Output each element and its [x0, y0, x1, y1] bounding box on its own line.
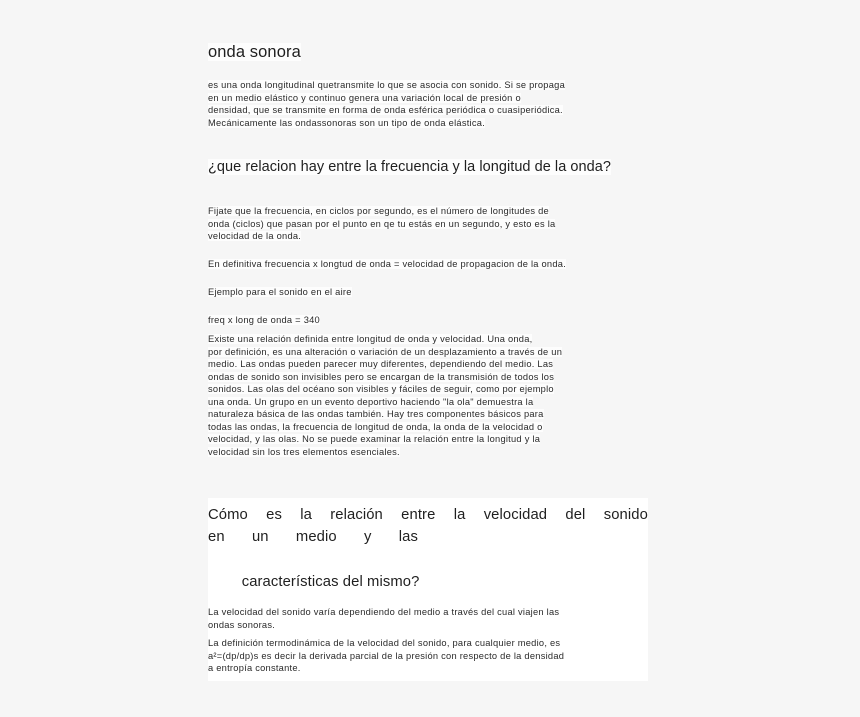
heading-word: un: [251, 529, 269, 546]
text-line: en un medio elástico y continuo genera una variación local de presión o: [208, 92, 521, 103]
paragraph-ejemplo: [208, 286, 648, 299]
heading-word: en: [208, 529, 225, 546]
paragraph-termodinamica: [208, 632, 648, 681]
paragraph-fijate: [208, 205, 648, 243]
text-line: ondas sonoras.: [208, 619, 276, 630]
text-line: naturaleza básica de las ondas también. Hay tres componentes básicos para: [208, 409, 544, 420]
text-line: densidad, que se transmite en forma de onda esférica periódica o cuasiperiódica.: [208, 105, 563, 116]
text-line: medio. Las ondas pueden parecer muy diferentes, dependiendo del medio. Las: [208, 359, 554, 370]
heading-word: la: [453, 507, 466, 523]
page-title: [208, 42, 648, 63]
heading-word: la: [300, 507, 312, 523]
text-line-wrap: [208, 619, 648, 632]
section-intro: [208, 42, 648, 129]
text-line: velocidad de la onda.: [208, 231, 302, 242]
text-line: todas las ondas, la frecuencia de longitud de onda, la onda de la velocidad o: [208, 421, 543, 432]
heading-word: velocidad: [483, 507, 548, 523]
text-line: La velocidad del sonido varía dependiendo del medio a través del cual viajen las: [208, 607, 560, 617]
text-line: por definición, es una alteración o variación de un desplazamiento a través de un: [208, 346, 563, 357]
text-line: onda (ciclos) que pasan por el punto en qe tu estás en un segundo, y esto es la: [208, 218, 556, 229]
heading-word: relación: [330, 507, 383, 523]
text-line: es una onda longitudinal quetransmite lo que se asocia con sonido. Si se propaga: [208, 80, 565, 91]
heading-word: es: [266, 507, 282, 523]
heading-word: las: [398, 529, 418, 546]
text-line: a entropía constante.: [208, 663, 301, 674]
text-line: velocidad sin los tres elementos esenciales.: [208, 446, 400, 457]
paragraph-intro: [208, 79, 648, 129]
text-line: velocidad, y las olas. No se puede examinar la relación entre la longitud y la: [208, 434, 541, 445]
heading-onda-sonora: onda sonora: [208, 43, 301, 61]
text-line: ondas de sonido son invisibles pero se encargan de la transmisión de todos los: [208, 371, 555, 382]
heading-text: ¿que relacion hay entre la frecuencia y la longitud de la onda?: [208, 159, 611, 175]
heading-word: entre: [401, 507, 436, 523]
heading-word: medio: [295, 529, 337, 546]
text-line: una onda. Un grupo en un evento deportivo haciendo "la ola" demuestra la: [208, 396, 534, 407]
heading-text: características del mismo?: [241, 574, 420, 591]
paragraph-definitiva: [208, 258, 648, 271]
text-line-wrap: [208, 662, 648, 675]
heading-word: del: [565, 507, 586, 523]
paragraph-varia: [208, 601, 648, 635]
section-frecuencia-longitud: [208, 158, 648, 177]
text-line-wrap: [208, 606, 648, 619]
heading-word: sonido: [603, 507, 648, 523]
text-line: Existe una relación definida entre longitud de onda y velocidad. Una onda,: [208, 334, 533, 344]
paragraph-formula-freq: [208, 314, 648, 327]
text-line: a²=(dp/dp)s es decir la derivada parcial de la presión con respecto de la densidad: [208, 650, 565, 661]
heading-line-justified: [208, 526, 418, 548]
text-line: freq x long de onda = 340: [208, 315, 320, 325]
heading-word: Cómo: [208, 507, 248, 523]
text-line: Mecánicamente las ondassonoras son un tipo de onda elástica.: [208, 117, 486, 128]
text-line-wrap: [208, 650, 648, 663]
text-line: sonidos. Las olas del océano son visibles y fáciles de seguir, como por ejemplo: [208, 384, 554, 395]
text-line: Ejemplo para el sonido en el aire: [208, 287, 352, 297]
heading-line-justified: [208, 504, 648, 526]
text-line: La definición termodinámica de la velocidad del sonido, para cualquier medio, es: [208, 638, 561, 648]
heading-frecuencia-longitud: [208, 158, 648, 177]
text-line: En definitiva frecuencia x longtud de onda = velocidad de propagacion de la onda.: [208, 259, 567, 269]
text-line: Fijate que la frecuencia, en ciclos por segundo, es el número de longitudes de: [208, 206, 549, 216]
heading-word: y: [364, 529, 372, 546]
paragraph-relacion-definida: [208, 333, 648, 458]
text-line-wrap: [208, 637, 648, 650]
